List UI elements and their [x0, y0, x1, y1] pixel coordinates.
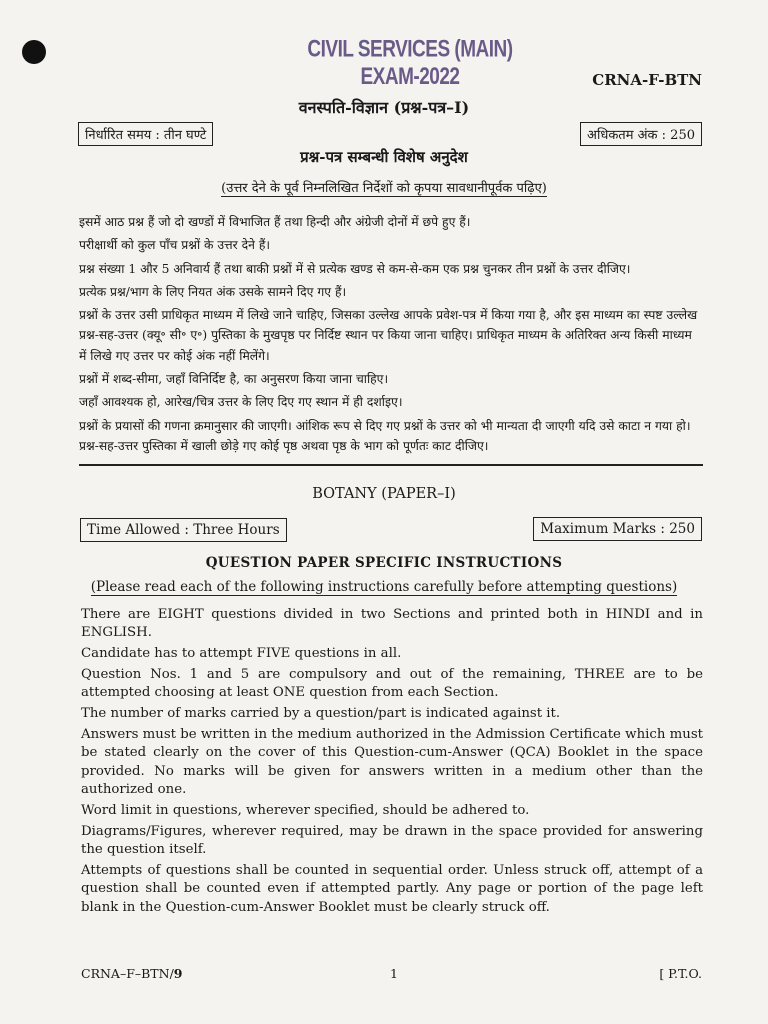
hindi-instruction: प्रत्येक प्रश्न/भाग के लिए नियत अंक उसके सामने दिए गए हैं।: [79, 284, 347, 299]
english-max-marks: Maximum Marks : 250: [533, 517, 702, 541]
paper-code: CRNA-F-BTN: [592, 71, 702, 89]
hindi-max-marks: अधिकतम अंक : 250: [580, 122, 702, 146]
english-instruction: There are EIGHT questions divided in two Sections and printed both in HINDI and in ENGLISH.: [81, 607, 703, 641]
hindi-instruction: जहाँ आवश्यक हो, आरेख/चित्र उत्तर के लिए दिए गए स्थान में ही दर्शाइए।: [79, 395, 403, 410]
english-instructions-subheading: (Please read each of the following instructions carefully before attempting questions): [90, 579, 678, 595]
hindi-instruction: प्रश्नों में शब्द-सीमा, जहाँ विनिर्दिष्ट है, का अनुसरण किया जाना चाहिए।: [79, 372, 389, 387]
english-instruction: Diagrams/Figures, wherever required, may be drawn in the space provided for answering the question itself.: [81, 823, 703, 858]
english-instruction: The number of marks carried by a question/part is indicated against it.: [81, 706, 561, 722]
hindi-instruction: प्रश्नों के प्रयासों की गणना क्रमानुसार की जाएगी। आंशिक रूप से दिए गए प्रश्नों के उत्तर को भी मान्यता दी जाएगी यदि उसे काटा न गया हो। प्रश्न-सह-उत्तर पुस्तिका में खाली छोड़े गए कोई पृष्ठ अथवा पृष्ठ के भाग को पूर्णतः काट दीजिए।: [79, 418, 691, 453]
punch-hole: [22, 40, 46, 64]
english-instructions-heading: QUESTION PAPER SPECIFIC INSTRUCTIONS: [205, 555, 563, 571]
hindi-instructions: [79, 212, 703, 459]
please-turn-over: [ P.T.O.: [659, 966, 702, 981]
hindi-instructions-subheading: (उत्तर देने के पूर्व निम्नलिखित निर्देशों को कृपया सावधानीपूर्वक पढ़िए): [221, 181, 547, 196]
hindi-instruction: इसमें आठ प्रश्न हैं जो दो खण्डों में विभाजित हैं तथा हिन्दी और अंग्रेजी दोनों में छपे हुए हैं।: [79, 215, 471, 229]
english-instructions: [81, 606, 703, 920]
exam-stamp: CIVIL SERVICES (MAIN) EXAM-2022: [307, 36, 513, 91]
english-instruction: Attempts of questions shall be counted in sequential order. Unless struck off, attempt of a question shall be counted even if attempted partly. Any page or portion of the page left blank in the Question-cum-Answer Booklet must be clearly struck off.: [81, 863, 703, 915]
hindi-instruction: परीक्षार्थी को कुल पाँच प्रश्नों के उत्तर देने हैं।: [79, 238, 271, 253]
hindi-instructions-heading: प्रश्न-पत्र सम्बन्धी विशेष अनुदेश: [300, 148, 468, 166]
hindi-instruction: प्रश्न संख्या 1 और 5 अनिवार्य हैं तथा बाकी प्रश्नों में से प्रत्येक खण्ड से कम-से-कम एक प्रश्न चुनकर तीन प्रश्नों के उत्तर दीजिए।: [79, 261, 631, 276]
hindi-instruction: प्रश्नों के उत्तर उसी प्राधिकृत माध्यम में लिखे जाने चाहिए, जिसका उल्लेख आपके प्रवेश-पत्र में किया गया है, और इस माध्यम का स्पष्ट उल्लेख प्रश्न-सह-उत्तर (क्यू॰ सी॰ ए॰) पुस्तिका के मुखपृष्ठ पर निर्दिष्ट स्थान पर किया जाना चाहिए। प्राधिकृत माध्यम के अतिरिक्त अन्य किसी माध्यम में लिखे गए उत्तर पर कोई अंक नहीं मिलेंगे।: [79, 308, 698, 363]
section-divider: [79, 464, 703, 466]
english-instruction: Question Nos. 1 and 5 are compulsory and out of the remaining, THREE are to be attempted choosing at least ONE question from each Section.: [81, 667, 703, 701]
hindi-paper-title: वनस्पति-विज्ञान (प्रश्न-पत्र–I): [298, 98, 470, 117]
english-time-allowed: Time Allowed : Three Hours: [80, 518, 287, 542]
english-instruction: Answers must be written in the medium authorized in the Admission Certificate which must be stated clearly on the cover of this Question-cum-Answer (QCA) Booklet in the space provided. No marks will be given for answers written in a medium other than the authorized one.: [81, 727, 703, 798]
hindi-time-allowed: निर्धारित समय : तीन घण्टे: [78, 122, 213, 146]
english-paper-title: BOTANY (PAPER–I): [312, 486, 456, 502]
english-instruction: Candidate has to attempt FIVE questions in all.: [81, 646, 402, 662]
footer-paper-code: CRNA–F–BTN/9: [81, 966, 183, 981]
page-number: 1: [390, 966, 398, 981]
english-instruction: Word limit in questions, wherever specified, should be adhered to.: [81, 803, 530, 819]
